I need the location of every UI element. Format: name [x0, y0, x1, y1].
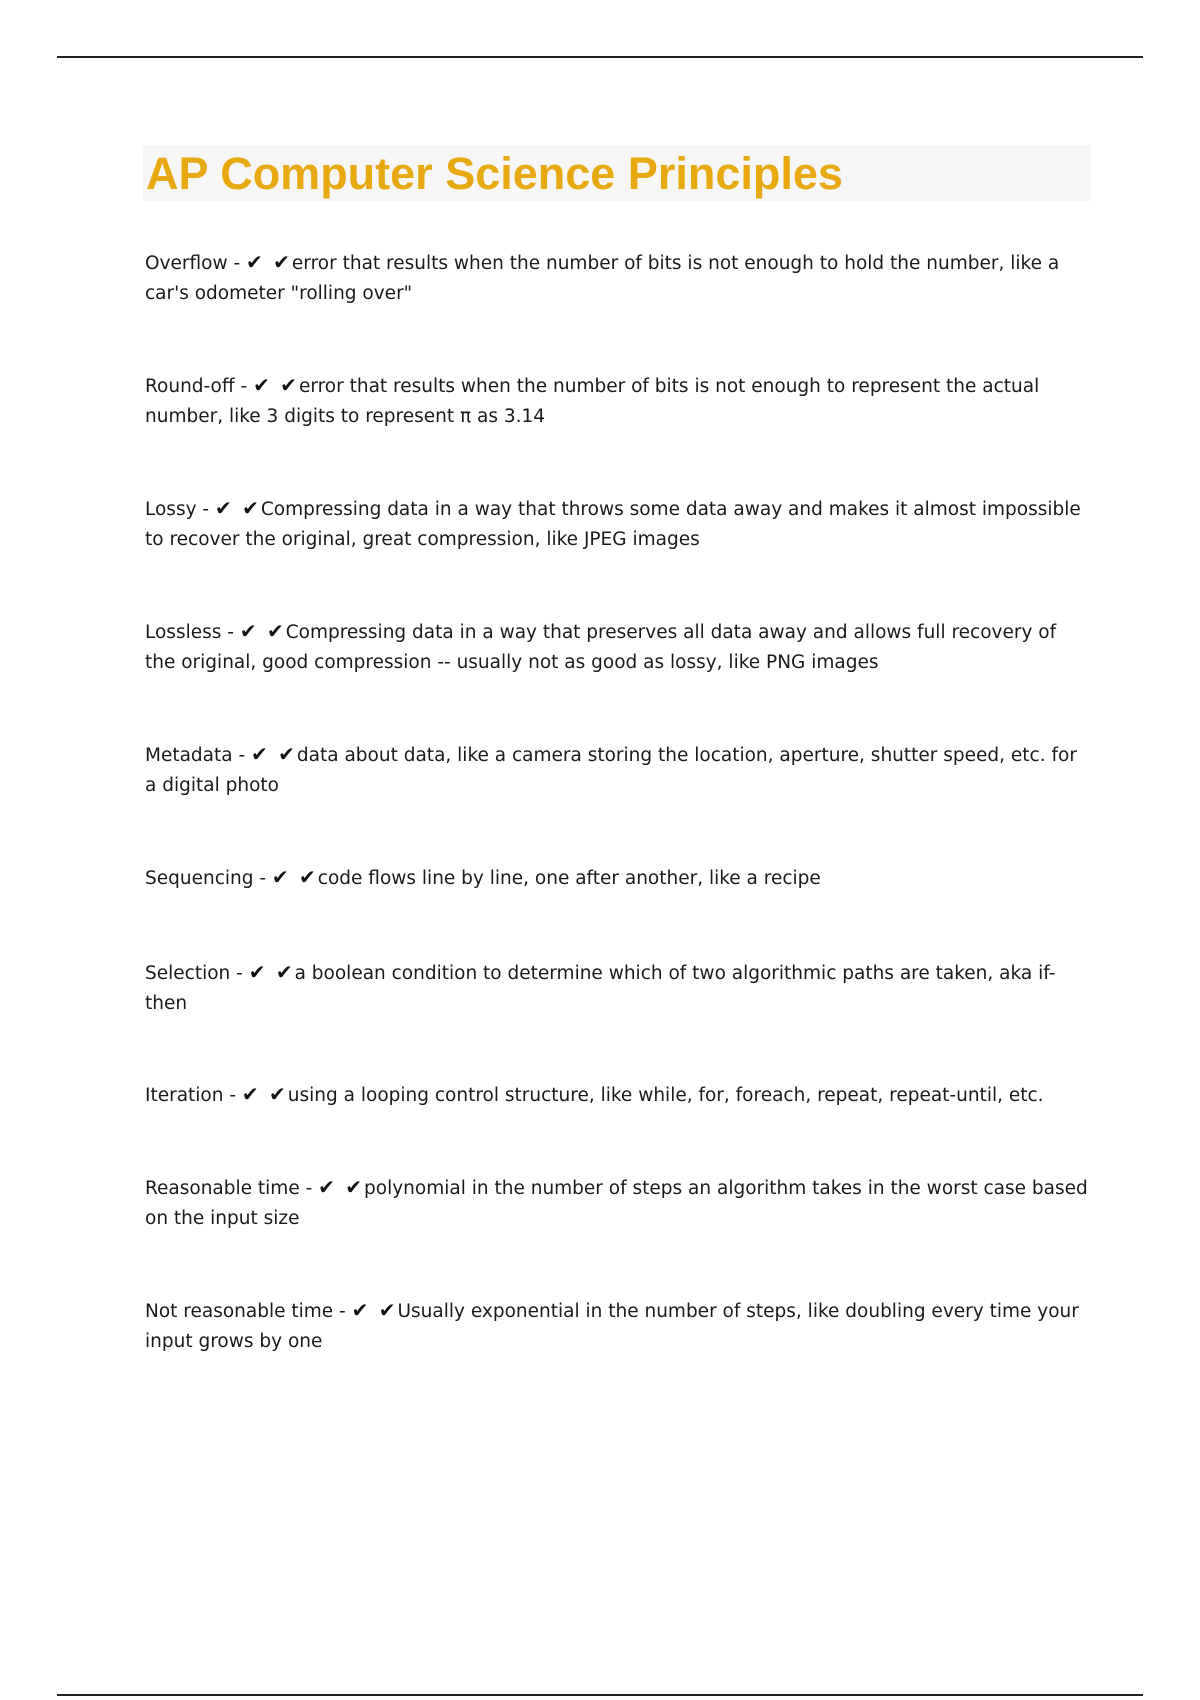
- glossary-entry-selection: [145, 957, 1090, 1019]
- entry-term: Lossless: [145, 622, 222, 643]
- check-marks-icon: ✔ ✔: [253, 373, 299, 397]
- check-marks-icon: ✔ ✔: [241, 1082, 288, 1106]
- glossary-entry-round-off: [145, 370, 1090, 432]
- entry-term: Reasonable time: [145, 1178, 300, 1199]
- entry-definition: Compressing data in a way that throws some data away and makes it almost impossible to recover the original, great compression, like JPEG images: [145, 499, 1081, 550]
- top-rule: [57, 56, 1143, 58]
- entry-definition: error that results when the number of bits is not enough to represent the actual number, like 3 digits to represent π as 3.14: [145, 376, 1040, 427]
- entry-separator: -: [253, 868, 272, 889]
- document-title: AP Computer Science Principles: [146, 148, 843, 199]
- entry-definition: error that results when the number of bits is not enough to hold the number, like a car's odometer "rolling over": [145, 253, 1060, 304]
- entry-separator: -: [234, 376, 254, 397]
- entry-term: Lossy: [145, 499, 197, 520]
- entry-separator: -: [196, 499, 215, 520]
- entry-definition: data about data, like a camera storing the location, aperture, shutter speed, etc. for a digital photo: [145, 745, 1077, 796]
- entry-definition: polynomial in the number of steps an algorithm takes in the worst case based on the input size: [145, 1178, 1088, 1229]
- glossary-entry-overflow: [145, 247, 1090, 309]
- bottom-rule: [57, 1694, 1143, 1696]
- check-marks-icon: ✔ ✔: [214, 496, 261, 520]
- entry-separator: -: [221, 622, 240, 643]
- glossary-entry-sequencing: [145, 862, 1090, 894]
- entry-separator: -: [333, 1301, 352, 1322]
- glossary-entry-metadata: [145, 739, 1090, 801]
- glossary-entry-iteration: [145, 1079, 1090, 1111]
- entry-definition: Usually exponential in the number of steps, like doubling every time your input grows by one: [145, 1301, 1079, 1352]
- check-marks-icon: ✔ ✔: [351, 1298, 398, 1322]
- entry-term: Not reasonable time: [145, 1301, 334, 1322]
- entry-term: Iteration: [145, 1085, 224, 1106]
- entry-separator: -: [230, 963, 249, 984]
- entry-term: Overflow: [145, 253, 228, 274]
- entry-separator: -: [227, 253, 247, 274]
- entry-definition: using a looping control structure, like while, for, foreach, repeat, repeat-until, etc.: [287, 1085, 1044, 1106]
- glossary-entry-reasonable-time: [145, 1172, 1090, 1234]
- entry-definition: code flows line by line, one after another, like a recipe: [317, 868, 821, 889]
- entry-term: Selection: [145, 963, 231, 984]
- entry-definition: Compressing data in a way that preserves all data away and allows full recovery of the original, good compression -- usually not as good as lossy, like PNG images: [145, 622, 1057, 673]
- check-marks-icon: ✔ ✔: [318, 1175, 365, 1199]
- entry-separator: -: [232, 745, 252, 766]
- entry-term: Metadata: [145, 745, 233, 766]
- check-marks-icon: ✔ ✔: [239, 619, 286, 643]
- entry-term: Round-off: [145, 376, 235, 397]
- glossary-entry-lossy: [145, 493, 1090, 555]
- check-marks-icon: ✔ ✔: [246, 250, 292, 274]
- glossary-entry-not-reasonable-time: [145, 1295, 1090, 1357]
- check-marks-icon: ✔ ✔: [251, 742, 297, 766]
- entry-separator: -: [223, 1085, 242, 1106]
- entry-term: Sequencing: [145, 868, 254, 889]
- entry-definition: a boolean condition to determine which of two algorithmic paths are taken, aka if-then: [145, 963, 1056, 1014]
- entry-separator: -: [299, 1178, 319, 1199]
- check-marks-icon: ✔ ✔: [271, 865, 318, 889]
- glossary-entry-lossless: [145, 616, 1090, 678]
- check-marks-icon: ✔ ✔: [248, 960, 295, 984]
